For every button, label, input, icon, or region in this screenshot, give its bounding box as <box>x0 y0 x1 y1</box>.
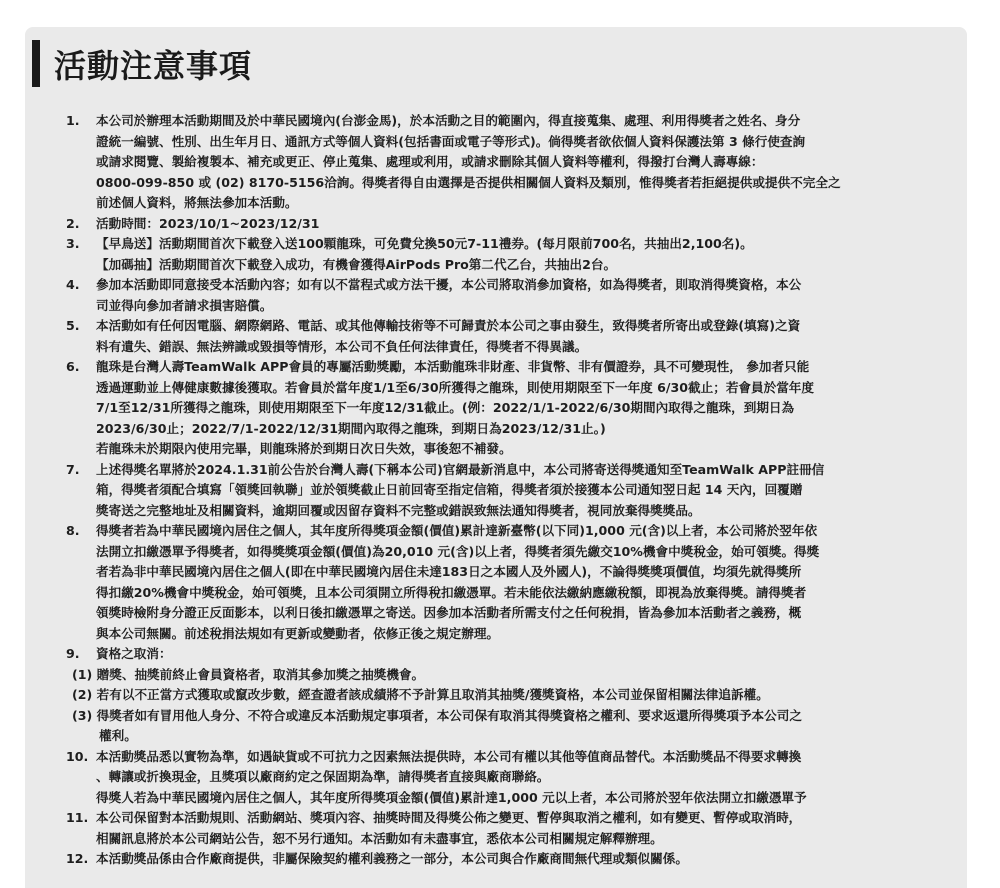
list-item-line: 箱，得獎者須配合填寫「領獎回執聯」並於領獎截止日前回寄至指定信箱，得獎者須於接獲本公司通知翌日起 14 天內，回覆贈 <box>96 482 803 497</box>
list-item-number <box>32 521 96 644</box>
list-item <box>32 521 941 644</box>
list-item <box>32 808 941 849</box>
list-item <box>32 357 941 460</box>
list-item-line: 者若為非中華民國境內居住之個人(即在中華民國境內居住未達183日之本國人及外國人)，不論得獎獎項價值，均須先就得獎所 <box>96 564 802 579</box>
sub-list-item-body <box>32 665 941 686</box>
list-item <box>32 111 941 214</box>
list-item-number-text: 8. <box>66 523 80 538</box>
list-item-number <box>32 460 96 522</box>
list-item-line: 得扣繳20%機會中獎稅金，始可領獎，且本公司須開立所得稅扣繳憑單。若未能依法繳納應繳稅額，即視為放棄得獎。請得獎者 <box>96 584 807 600</box>
list-item-line: 或請求閱覽、製給複製本、補充或更正、停止蒐集、處理或利用，或請求刪除其個人資料等權利，得撥打台灣人壽專線： <box>96 154 764 169</box>
list-item-line: 7/1至12/31所獲得之龍珠，則使用期限至下一年度12/31截止。(例：2022/1/1-2022/6/30期間內取得之龍珠，到期日為 <box>96 400 795 415</box>
list-item-number-text: 5. <box>66 318 80 333</box>
list-item-number-text: 9. <box>66 646 80 661</box>
list-item-number-text: 11. <box>66 810 89 825</box>
list-item <box>32 316 941 357</box>
list-item-line: 2023/6/30止；2022/7/1-2022/12/31期間內取得之龍珠，到期日為2023/12/31止。) <box>96 420 606 436</box>
list-item-body <box>96 747 941 809</box>
list-item-line: 本公司保留對本活動規則、活動網站、獎項內容、抽獎時間及得獎公佈之變更、暫停與取消之權利，如有變更、暫停或取消時， <box>96 810 802 825</box>
sub-list-item-line: (2) 若有以不正當方式獲取或竄改步數，經查證者該成績將不予計算且取消其抽獎/獲獎資格，本公司並保留相關法律追訴權。 <box>72 687 769 702</box>
list-item-line: 透過運動並上傳健康數據後獲取。若會員於當年度1/1至6/30所獲得之龍珠，則使用期限至下一年度 6/30截止；若會員於當年度 <box>96 379 814 395</box>
list-item <box>32 460 941 522</box>
list-item-number <box>32 234 96 275</box>
list-item-number <box>32 214 96 235</box>
list-item-number <box>32 849 96 870</box>
list-item <box>32 214 941 235</box>
list-item-line: 本公司於辦理本活動期間及於中華民國境內(台澎金馬)，於本活動之目的範圍內，得直接蒐集、處理、利用得獎者之姓名、身分 <box>96 113 801 128</box>
list-item-line: 得獎者若為中華民國境內居住之個人，其年度所得獎項金額(價值)累計達新臺幣(以下同)1,000 元(含)以上者，本公司將於翌年依 <box>96 523 818 538</box>
list-item-number <box>32 275 96 316</box>
list-item-line: 龍珠是台灣人壽TeamWalk APP會員的專屬活動獎勵，本活動龍珠非財產、非貨幣、非有價證券，具不可變現性， 參加者只能 <box>96 359 810 374</box>
list-item <box>32 275 941 316</box>
list-item-line: 若龍珠未於期限內使用完畢，則龍珠將於到期日次日失效，事後恕不補發。 <box>96 441 512 456</box>
list-item-line: 領獎時檢附身分證正反面影本，以利日後扣繳憑單之寄送。因參加本活動者所需支付之任何稅捐，皆為參加本活動者之義務，概 <box>96 605 802 620</box>
list-item-line: 、轉讓或折換現金，且獎項以廠商約定之保固期為準，請得獎者直接與廠商聯絡。 <box>96 769 550 784</box>
list-item-number-text: 12. <box>66 851 89 866</box>
list-item-number-text: 10. <box>66 748 89 764</box>
list-item-line: 【加碼抽】活動期間首次下載登入成功，有機會獲得AirPods Pro第二代乙台，共抽出2台。 <box>96 256 617 272</box>
list-item-body <box>96 849 941 870</box>
list-item-line: 本活動獎品係由合作廠商提供，非屬保險契約權利義務之一部分，本公司與合作廠商間無代理或類似關係。 <box>96 851 688 866</box>
list-item-body <box>96 234 941 275</box>
list-item-body <box>96 275 941 316</box>
sub-list-item-line: 權利。 <box>99 728 137 743</box>
sub-list-item <box>32 706 941 747</box>
list-item-line: 0800-099-850 或 (02) 8170-5156洽詢。得獎者得自由選擇是否提供相關個人資料及類別，惟得獎者若拒絕提供或提供不完全之 <box>96 174 841 190</box>
sub-list-item-line: (3) 得獎者如有冒用他人身分、不符合或違反本活動規定事項者，本公司保有取消其得獎資格之權利、要求返還所得獎項予本公司之 <box>72 707 802 723</box>
sub-list-item-body <box>32 706 941 747</box>
sub-list-item-line: (1) 贈獎、抽獎前終止會員資格者，取消其參加獎之抽獎機會。 <box>72 666 425 682</box>
list-item-line: 上述得獎名單將於2024.1.31前公告於台灣人壽(下稱本公司)官網最新消息中，本公司將寄送得獎通知至TeamWalk APP註冊信 <box>96 461 825 477</box>
title-row <box>32 35 941 92</box>
list-item-line: 參加本活動即同意接受本活動內容；如有以不當程式或方法干擾，本公司將取消參加資格，如為得獎者，則取消得獎資格，本公 <box>96 277 802 292</box>
list-item <box>32 747 941 809</box>
list-item-line: 與本公司無關。前述稅捐法規如有更新或變動者，依修正後之規定辦理。 <box>96 625 499 641</box>
list-item-body <box>96 521 941 644</box>
list-item-number <box>32 111 96 214</box>
notice-list <box>32 111 941 870</box>
list-item-line: 資格之取消： <box>96 646 172 661</box>
list-item-body <box>96 644 941 665</box>
list-item-line: 相關訊息將於本公司網站公告，恕不另行通知。本活動如有未盡事宜，悉依本公司相關規定解釋辦理。 <box>96 830 663 846</box>
list-item-line: 【早鳥送】活動期間首次下載登入送100顆龍珠，可免費兌換50元7-11禮券。(每月限前700名，共抽出2,100名)。 <box>96 236 753 251</box>
list-item-number <box>32 357 96 460</box>
list-item-body <box>96 316 941 357</box>
list-item-body <box>96 460 941 522</box>
list-item-line: 本活動如有任何因電腦、網際網路、電話、或其他傳輸技術等不可歸責於本公司之事由發生，致得獎者所寄出或登錄(填寫)之資 <box>96 318 801 333</box>
sub-list-item <box>32 685 941 706</box>
list-item-number <box>32 747 96 809</box>
list-item <box>32 849 941 870</box>
list-item-line: 料有遺失、錯誤、無法辨識或毀損等情形，本公司不負任何法律責任，得獎者不得異議。 <box>96 338 588 354</box>
list-item-number-text: 7. <box>66 461 80 477</box>
list-item-number-text: 6. <box>66 359 80 374</box>
list-item-number-text: 4. <box>66 277 80 292</box>
list-item-number-text: 3. <box>66 236 80 251</box>
list-item-line: 司並得向參加者請求損害賠償。 <box>96 297 273 313</box>
list-item-line: 前述個人資料，將無法參加本活動。 <box>96 195 298 210</box>
sub-list-item <box>32 665 941 686</box>
list-item-line: 獎寄送之完整地址及相關資料，逾期回覆或因留存資料不完整或錯誤致無法通知得獎者，視同放棄得獎獎品。 <box>96 502 701 518</box>
sub-list-item-body <box>32 685 941 706</box>
list-item-number <box>32 644 96 665</box>
list-item-line: 法開立扣繳憑單予得獎者，如得獎獎項金額(價值)為20,010 元(含)以上者，得獎者須先繳交10%機會中獎稅金，始可領獎。得獎 <box>96 543 820 559</box>
list-item-line: 本活動獎品悉以實物為準，如遇缺貨或不可抗力之因素無法提供時，本公司有權以其他等值商品替代。本活動獎品不得要求轉換 <box>96 748 802 764</box>
notice-panel <box>25 27 967 888</box>
list-item-number <box>32 808 96 849</box>
list-item-body <box>96 111 941 214</box>
list-item <box>32 234 941 275</box>
list-item-line: 得獎人若為中華民國境內居住之個人，其年度所得獎項金額(價值)累計達1,000 元以上者，本公司將於翌年依法開立扣繳憑單予 <box>96 789 807 805</box>
list-item-body <box>96 357 941 460</box>
list-item-number <box>32 316 96 357</box>
list-item-line: 活動時間：2023/10/1~2023/12/31 <box>96 215 320 231</box>
page-title: 活動注意事項 <box>54 46 253 85</box>
list-item-number-text: 1. <box>66 113 80 128</box>
list-item <box>32 644 941 665</box>
list-item-body <box>96 808 941 849</box>
list-item-body <box>96 214 941 235</box>
list-item-line: 證統一編號、性別、出生年月日、通訊方式等個人資料(包括書面或電子等形式)。倘得獎者欲依個人資料保護法第 3 條行使查詢 <box>96 133 806 149</box>
title-accent-bar <box>32 40 40 87</box>
list-item-number-text: 2. <box>66 215 80 231</box>
